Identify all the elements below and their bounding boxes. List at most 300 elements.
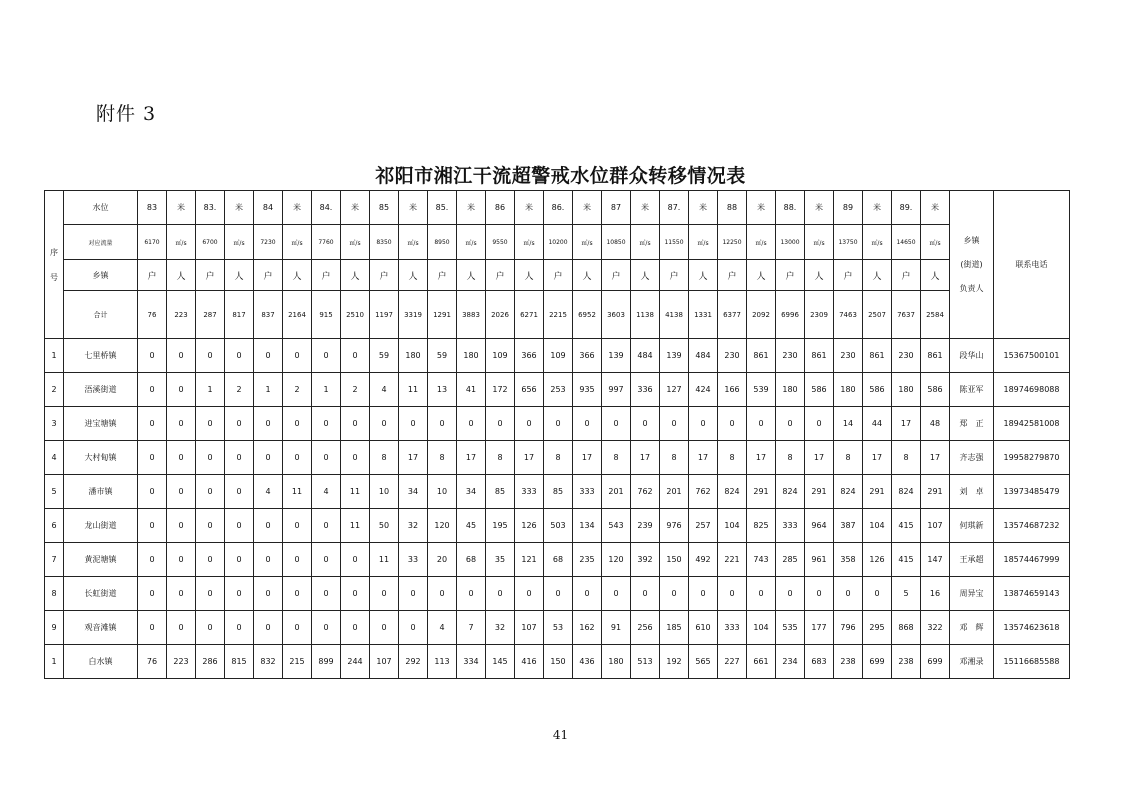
table-row [45,611,1070,645]
row-value: 16 [921,577,950,611]
flow-unit: ㎥/s [631,225,660,260]
row-value: 291 [921,475,950,509]
flow-unit: ㎥/s [283,225,312,260]
row-value: 436 [573,645,602,679]
row-value: 32 [486,611,515,645]
row-value: 11 [283,475,312,509]
total-value: 2309 [805,291,834,339]
row-value: 4 [370,373,399,407]
row-value: 0 [138,475,167,509]
row-seq: 7 [45,543,64,577]
row-value: 0 [167,577,196,611]
row-value: 539 [747,373,776,407]
unit-person: 人 [805,260,834,291]
level-unit: 米 [457,191,486,225]
unit-household: 户 [718,260,747,291]
row-value: 180 [399,339,428,373]
row-value: 8 [660,441,689,475]
row-value: 10 [370,475,399,509]
row-value: 0 [660,407,689,441]
row-town-name: 进宝塘镇 [64,407,138,441]
row-value: 14 [834,407,863,441]
row-value: 85 [544,475,573,509]
row-value: 11 [370,543,399,577]
row-value: 235 [573,543,602,577]
flow-unit: ㎥/s [573,225,602,260]
row-value: 0 [486,577,515,611]
row-value: 0 [457,407,486,441]
row-value: 238 [892,645,921,679]
row-value: 0 [602,407,631,441]
level-value: 87. [660,191,689,225]
row-value: 185 [660,611,689,645]
row-value: 230 [718,339,747,373]
flow-value: 8350 [370,225,399,260]
total-value: 2584 [921,291,950,339]
row-person: 周异宝 [950,577,994,611]
row-value: 166 [718,373,747,407]
row-value: 17 [892,407,921,441]
row-value: 0 [515,407,544,441]
unit-household: 户 [486,260,515,291]
row-value: 145 [486,645,515,679]
row-value: 366 [515,339,544,373]
row-value: 13 [428,373,457,407]
total-value: 1197 [370,291,399,339]
row-value: 223 [167,645,196,679]
row-value: 868 [892,611,921,645]
row-value: 120 [428,509,457,543]
row-value: 0 [254,509,283,543]
total-value: 4138 [660,291,689,339]
row-value: 0 [312,577,341,611]
row-person: 刘 卓 [950,475,994,509]
unit-household: 户 [428,260,457,291]
row-seq: 1 [45,339,64,373]
row-phone: 13574623618 [994,611,1070,645]
total-value: 7637 [892,291,921,339]
row-value: 150 [660,543,689,577]
row-value: 48 [921,407,950,441]
row-value: 44 [863,407,892,441]
row-value: 543 [602,509,631,543]
row-value: 0 [138,373,167,407]
row-value: 126 [863,543,892,577]
row-value: 0 [167,475,196,509]
table-row [45,339,1070,373]
row-value: 0 [196,509,225,543]
row-value: 0 [602,577,631,611]
row-value: 59 [428,339,457,373]
row-phone: 19958279870 [994,441,1070,475]
page-number: 41 [552,728,569,742]
row-value: 322 [921,611,950,645]
total-value: 915 [312,291,341,339]
row-value: 8 [370,441,399,475]
row-value: 0 [196,577,225,611]
row-value: 0 [312,339,341,373]
level-value: 84. [312,191,341,225]
unit-person: 人 [283,260,312,291]
flow-unit: ㎥/s [805,225,834,260]
row-value: 0 [225,441,254,475]
row-value: 861 [747,339,776,373]
row-value: 76 [138,645,167,679]
row-value: 85 [486,475,515,509]
flow-unit: ㎥/s [515,225,544,260]
row-value: 762 [689,475,718,509]
unit-household: 户 [892,260,921,291]
flow-unit: ㎥/s [225,225,254,260]
row-value: 935 [573,373,602,407]
flow-value: 14650 [892,225,921,260]
row-value: 17 [805,441,834,475]
row-value: 230 [776,339,805,373]
level-value: 87 [602,191,631,225]
row-value: 0 [283,577,312,611]
row-phone: 15116685588 [994,645,1070,679]
table-row [45,577,1070,611]
unit-household: 户 [834,260,863,291]
row-value: 0 [631,577,660,611]
row-value: 8 [428,441,457,475]
row-town-name: 龙山街道 [64,509,138,543]
total-value: 76 [138,291,167,339]
level-value: 88. [776,191,805,225]
total-value: 837 [254,291,283,339]
row-value: 0 [196,475,225,509]
row-value: 221 [718,543,747,577]
row-phone: 18574467999 [994,543,1070,577]
row-value: 861 [921,339,950,373]
row-value: 0 [341,339,370,373]
unit-person: 人 [167,260,196,291]
row-phone: 13973485479 [994,475,1070,509]
row-value: 0 [515,577,544,611]
row-value: 291 [805,475,834,509]
row-value: 0 [457,577,486,611]
row-value: 8 [834,441,863,475]
row-value: 201 [660,475,689,509]
row-value: 0 [283,339,312,373]
row-value: 0 [254,577,283,611]
row-value: 0 [225,543,254,577]
total-value: 223 [167,291,196,339]
row-value: 0 [138,509,167,543]
row-value: 796 [834,611,863,645]
row-town-name: 潘市镇 [64,475,138,509]
unit-household: 户 [776,260,805,291]
row-value: 139 [660,339,689,373]
flow-unit: ㎥/s [341,225,370,260]
row-value: 336 [631,373,660,407]
row-person: 段华山 [950,339,994,373]
row-value: 0 [312,441,341,475]
row-value: 104 [747,611,776,645]
row-value: 899 [312,645,341,679]
row-value: 215 [283,645,312,679]
row-value: 59 [370,339,399,373]
row-value: 503 [544,509,573,543]
row-value: 0 [254,611,283,645]
unit-person: 人 [399,260,428,291]
row-value: 0 [196,611,225,645]
row-value: 699 [863,645,892,679]
total-value: 7463 [834,291,863,339]
row-value: 33 [399,543,428,577]
unit-household: 户 [312,260,341,291]
row-value: 824 [718,475,747,509]
row-value: 180 [892,373,921,407]
row-value: 0 [138,577,167,611]
row-value: 239 [631,509,660,543]
row-seq: 5 [45,475,64,509]
row-town-name: 七里桥镇 [64,339,138,373]
row-value: 0 [225,475,254,509]
row-value: 8 [544,441,573,475]
total-value: 6271 [515,291,544,339]
row-value: 2 [341,373,370,407]
row-value: 0 [660,577,689,611]
row-value: 11 [399,373,428,407]
row-town-name: 黄泥塘镇 [64,543,138,577]
row-value: 17 [631,441,660,475]
row-label-town: 乡镇 [64,260,138,291]
level-unit: 米 [283,191,312,225]
table-row [45,441,1070,475]
row-value: 8 [602,441,631,475]
row-person: 陈亚军 [950,373,994,407]
row-value: 0 [544,407,573,441]
seq-header [45,191,64,339]
table-row [45,645,1070,679]
row-value: 0 [196,339,225,373]
row-value: 50 [370,509,399,543]
row-value: 17 [457,441,486,475]
level-value: 88 [718,191,747,225]
row-value: 656 [515,373,544,407]
row-value: 964 [805,509,834,543]
row-value: 139 [602,339,631,373]
flow-value: 12250 [718,225,747,260]
table-title: 祁阳市湘江干流超警戒水位群众转移情况表 [375,165,746,187]
level-unit: 米 [689,191,718,225]
level-value: 85. [428,191,457,225]
row-value: 0 [805,577,834,611]
total-value: 287 [196,291,225,339]
row-value: 0 [834,577,863,611]
row-value: 0 [167,407,196,441]
unit-household: 户 [660,260,689,291]
row-value: 0 [747,577,776,611]
row-value: 180 [776,373,805,407]
row-value: 0 [167,611,196,645]
unit-household: 户 [370,260,399,291]
row-value: 0 [718,577,747,611]
row-value: 824 [776,475,805,509]
row-value: 68 [544,543,573,577]
row-value: 107 [921,509,950,543]
row-value: 244 [341,645,370,679]
row-value: 333 [515,475,544,509]
unit-person: 人 [863,260,892,291]
row-value: 0 [689,407,718,441]
row-value: 230 [834,339,863,373]
row-value: 683 [805,645,834,679]
row-value: 17 [399,441,428,475]
row-value: 177 [805,611,834,645]
level-value: 84 [254,191,283,225]
flow-unit: ㎥/s [921,225,950,260]
flow-value: 9550 [486,225,515,260]
row-value: 0 [689,577,718,611]
row-value: 762 [631,475,660,509]
total-value: 6996 [776,291,805,339]
flow-value: 7760 [312,225,341,260]
row-value: 134 [573,509,602,543]
level-unit: 米 [573,191,602,225]
row-value: 0 [138,441,167,475]
row-value: 513 [631,645,660,679]
level-value: 89 [834,191,863,225]
row-value: 0 [573,407,602,441]
total-value: 2507 [863,291,892,339]
row-value: 0 [138,339,167,373]
row-person: 邓 辉 [950,611,994,645]
row-value: 0 [283,509,312,543]
level-unit: 米 [399,191,428,225]
row-value: 387 [834,509,863,543]
row-value: 17 [689,441,718,475]
flow-value: 11550 [660,225,689,260]
row-value: 104 [718,509,747,543]
row-value: 120 [602,543,631,577]
attachment-label: 附件 3 [96,103,157,125]
row-value: 333 [573,475,602,509]
row-phone: 15367500101 [994,339,1070,373]
seq-header-bottom: 号 [50,272,58,282]
row-value: 0 [167,373,196,407]
level-value: 86 [486,191,515,225]
row-value: 180 [457,339,486,373]
row-value: 17 [863,441,892,475]
row-town-name: 白水镇 [64,645,138,679]
row-value: 17 [747,441,776,475]
row-phone: 18974698088 [994,373,1070,407]
row-value: 0 [747,407,776,441]
row-value: 484 [631,339,660,373]
row-value: 17 [921,441,950,475]
row-town-name: 大村甸镇 [64,441,138,475]
row-value: 35 [486,543,515,577]
level-value: 86. [544,191,573,225]
row-value: 4 [312,475,341,509]
row-value: 0 [167,441,196,475]
level-unit: 米 [225,191,254,225]
flow-value: 7230 [254,225,283,260]
row-value: 126 [515,509,544,543]
level-unit: 米 [515,191,544,225]
row-value: 861 [863,339,892,373]
row-value: 0 [196,407,225,441]
row-seq: 9 [45,611,64,645]
row-value: 0 [196,441,225,475]
row-phone: 13574687232 [994,509,1070,543]
row-value: 961 [805,543,834,577]
row-value: 7 [457,611,486,645]
row-value: 333 [718,611,747,645]
row-value: 253 [544,373,573,407]
row-value: 150 [544,645,573,679]
unit-person: 人 [747,260,776,291]
row-value: 4 [254,475,283,509]
row-value: 292 [399,645,428,679]
row-value: 0 [283,407,312,441]
unit-person: 人 [515,260,544,291]
town-head-line: 乡镇 [963,235,980,245]
row-value: 743 [747,543,776,577]
row-value: 0 [167,543,196,577]
row-value: 997 [602,373,631,407]
total-value: 2510 [341,291,370,339]
flow-unit: ㎥/s [457,225,486,260]
row-value: 415 [892,543,921,577]
row-value: 0 [776,407,805,441]
row-value: 0 [776,577,805,611]
unit-household: 户 [254,260,283,291]
row-value: 0 [341,611,370,645]
row-value: 0 [167,509,196,543]
row-value: 0 [399,611,428,645]
row-value: 5 [892,577,921,611]
row-person: 王承超 [950,543,994,577]
row-value: 0 [225,339,254,373]
row-value: 0 [428,407,457,441]
row-value: 0 [138,543,167,577]
row-value: 180 [834,373,863,407]
flow-value: 8950 [428,225,457,260]
town-head-header [950,191,994,339]
row-value: 45 [457,509,486,543]
flow-value: 10200 [544,225,573,260]
row-value: 295 [863,611,892,645]
row-value: 976 [660,509,689,543]
total-value: 3603 [602,291,631,339]
seq-header-top: 序 [50,247,58,257]
flow-value: 13750 [834,225,863,260]
row-value: 366 [573,339,602,373]
row-value: 0 [196,543,225,577]
unit-household: 户 [138,260,167,291]
row-value: 815 [225,645,254,679]
row-value: 0 [312,543,341,577]
row-seq: 2 [45,373,64,407]
total-value: 817 [225,291,254,339]
row-value: 0 [805,407,834,441]
header-row-unit [45,260,1070,291]
row-value: 10 [428,475,457,509]
town-head-line: (街道) [960,259,983,269]
row-value: 484 [689,339,718,373]
total-value: 6952 [573,291,602,339]
row-value: 424 [689,373,718,407]
flow-value: 6700 [196,225,225,260]
row-value: 699 [921,645,950,679]
row-value: 34 [399,475,428,509]
evacuation-table [44,190,1070,679]
row-value: 492 [689,543,718,577]
total-value: 1331 [689,291,718,339]
